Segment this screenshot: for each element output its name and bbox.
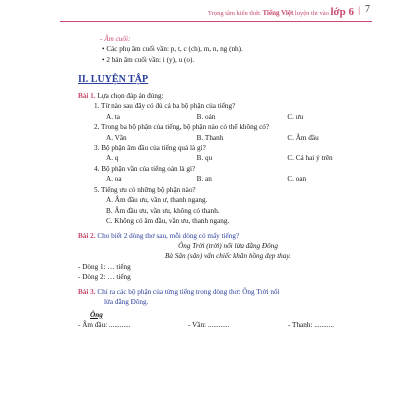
bai2-heading (78, 231, 378, 241)
option: B. Thanh (196, 133, 224, 142)
header-prefix: Trọng tâm kiến thức (207, 10, 261, 17)
option: B. oán (196, 112, 216, 121)
header-rule (60, 21, 372, 22)
dong-2: - Dòng 2: … tiếng (78, 273, 131, 282)
poem-line-1: Ông Trời (trời) nổi lửa đằng Đông (178, 241, 278, 250)
am-dau-blank: - Âm đầu: ............ (78, 321, 131, 329)
option: B. an (196, 175, 212, 184)
am-cuoi-label: - Âm cuối: (100, 35, 131, 43)
question-text: 4. Bộ phận vần của tiếng oán là gì? (94, 164, 196, 173)
bai3-label: Bài 3. (78, 287, 96, 296)
intro-bullet-1: • Các phụ âm cuối vần: p, t, c (ch), m, n, ng (nh). (102, 45, 243, 54)
intro-bullet-2: • 2 bán âm cuối vần: i (y), u (o). (102, 55, 195, 64)
page-number: 7 (365, 4, 370, 15)
header-title (208, 6, 354, 18)
page-content (78, 34, 378, 330)
bai3-text-1: Chỉ ra các bộ phận của từng tiếng trong dòng thơ: Ông Trời nổi (97, 287, 280, 296)
bai2-text: Cho biết 2 dòng thơ sau, mỗi dòng có mấy tiếng? (97, 231, 240, 240)
options-row (106, 174, 378, 184)
option: A. oa (106, 175, 122, 184)
section-title: II. LUYỆN TẬP (78, 74, 149, 86)
option: B. Âm đầu ưu, vần ưu, không có thanh. (106, 206, 220, 215)
bai1-label: Bài 1. (78, 91, 96, 100)
bai1-text: Lựa chọn đáp án đúng: (97, 91, 164, 100)
poem-line-2: Bà Sân (sân) vấn chiếc khăn hồng đẹp thay. (165, 252, 291, 261)
question-text: 5. Tiếng ưu có những bộ phận nào? (94, 185, 196, 194)
bai1-q4 (78, 164, 378, 185)
option: A. q (106, 154, 119, 163)
bai3-answer-row (78, 320, 378, 330)
header-subject: Tiếng Việt (262, 9, 294, 17)
van-blank: - Vần: ............ (188, 321, 230, 329)
header-grade: lớp 6 (330, 6, 354, 18)
option: C. Cả hai ý trên (287, 154, 333, 163)
option: C. Không có âm đầu, vần ưu, thanh ngang. (106, 217, 230, 226)
header-separator: | (358, 5, 360, 15)
option: C. Âm đầu (287, 133, 319, 142)
option: C. oan (287, 175, 307, 184)
bai3-heading (78, 287, 378, 297)
page-header (0, 4, 400, 26)
option: A. Âm đầu ưu, vần ư, thanh ngang. (106, 196, 208, 205)
options-row (106, 112, 378, 122)
thanh-blank: - Thanh: ........... (288, 321, 334, 329)
options-row (106, 133, 378, 143)
option: A. ta (106, 112, 120, 121)
dong-1: - Dòng 1: … tiếng (78, 262, 131, 271)
bai1-heading (78, 91, 378, 101)
bai2-label: Bài 2. (78, 231, 96, 240)
question-text: 3. Bộ phận âm đầu của tiếng quả là gì? (94, 144, 206, 152)
question-text: 1. Từ nào sau đây có đủ cả ba bộ phận của tiếng? (94, 102, 236, 111)
option: A. Vần (106, 133, 127, 142)
bai1-q5 (78, 185, 378, 227)
bai1-q2 (78, 122, 378, 143)
question-text: 2. Trong ba bộ phận của tiếng, bộ phận nào có thể không có? (94, 123, 270, 132)
header-middle: luyện thi vào (294, 10, 329, 17)
bai1-q3 (78, 143, 378, 164)
bai1-q1 (78, 101, 378, 122)
bai3-text-2: lửa đằng Đông. (104, 298, 149, 307)
options-row (106, 153, 378, 163)
option: B. qu (196, 154, 213, 163)
option: C. ưu (287, 112, 304, 121)
bai3-word: Ông (90, 310, 103, 319)
